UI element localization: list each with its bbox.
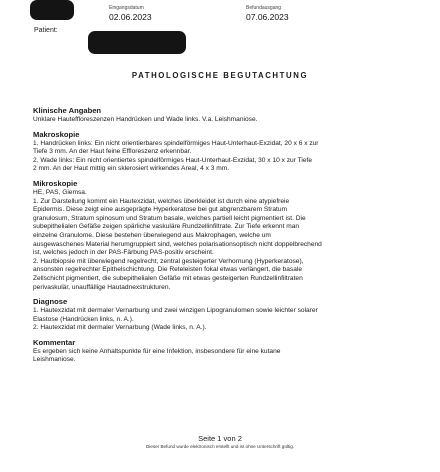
section-heading: Mikroskopie — [33, 178, 78, 188]
section-kommentar — [33, 338, 429, 365]
section-klinische-angaben — [33, 106, 429, 125]
redacted-patient-name — [88, 31, 186, 54]
signature-note: Dieser Befund wurde elektronisch erstellt und ist ohne Unterschrift gültig. — [145, 444, 295, 449]
received-date-label: Eingangsdatum — [109, 5, 144, 11]
redacted-header-block — [30, 0, 74, 20]
section-diagnose — [33, 297, 429, 333]
section-heading: Kommentar — [33, 337, 76, 347]
section-text: HE, PAS, Giemsa. 1. Zur Darstellung kommt ein Hautexzidat, welches überkleidet ist durch eine atypiefreie Epidermis. Diese zeigt eine ausgeprägte Hyperkeratose bei gut abgrenzbarem Stratum granulosum, Stratum spinosum und Stratum basale, welches partiell leicht pigmentiert ist. Die subepithelialen Gefäße zeigen spärliche vaskuläre Rundzellinfiltrate. Zur Tiefe erkennt man einzelne Granulome. Diese bestehen überwiegend aus Makrophagen, welche um ausgewaschenes Material herumgruppiert sind, welches polarisationsoptisch nicht doppelbrechend ist, welches jedoch in der PAS-Färbung PAS-positiv erscheint. 2. Hautbiopsie mit überwiegend regelrecht, zentral gesteigerter Verhornung (Hyperkeratose), ansonsten regelrechter Epithelschichtung. Die Reteleisten fokal etwas verlängert, die basale Zellschicht pigmentiert, die subepithelialen Gefäße mit etwas gesteigerten Rundzellinfiltraten perivaskulär, unauffällige Hautadnexstrukturen. — [33, 188, 322, 291]
section-heading: Makroskopie — [33, 129, 80, 139]
section-text: Es ergeben sich keine Anhaltspunkte für eine Infektion, insbesondere für eine kutane Leishmaniose. — [33, 347, 281, 364]
section-heading: Klinische Angaben — [33, 106, 102, 115]
report-body — [33, 106, 429, 365]
section-text: 1. Hautexzidat mit dermaler Vernarbung und zwei winzigen Lipogranulomen sowie leichter solarer Elastose (Handrücken links, n. A.). 2. Hautexzidat mit dermaler Vernarbung (Wade links, n. A.). — [33, 307, 318, 332]
page-number: Seite 1 von 2 — [198, 434, 242, 443]
report-date-label: Befundausgang — [246, 5, 282, 11]
section-text: 1. Handrücken links: Ein nicht orientierbares spindelförmiges Haut-Unterhaut-Exzidat, 20 x 6 x zur Tiefe 3 mm. An der Haut feine Effloreszenz erkennbar. 2. Wade links: Ein nicht orientiertes spindelförmiges Haut-Unterhaut-Exzidat, 30 x 10 x zur Tiefe 2 mm. An der Haut mittig ein sklerosiert wirkendes Areal, 4 x 3 mm. — [33, 139, 319, 173]
report-date-value: 07.06.2023 — [246, 12, 289, 22]
patient-label: Patient: — [34, 27, 58, 34]
section-makroskopie — [33, 130, 429, 174]
section-heading: Diagnose — [33, 297, 68, 307]
section-mikroskopie — [33, 179, 429, 292]
report-title: PATHOLOGISCHE BEGUTACHTUNG — [131, 71, 309, 80]
received-date-value: 02.06.2023 — [109, 12, 152, 22]
section-text: Unklare Hauteffloreszenzen Handrücken und Wade links. V.a. Leishmaniose. — [33, 116, 258, 123]
